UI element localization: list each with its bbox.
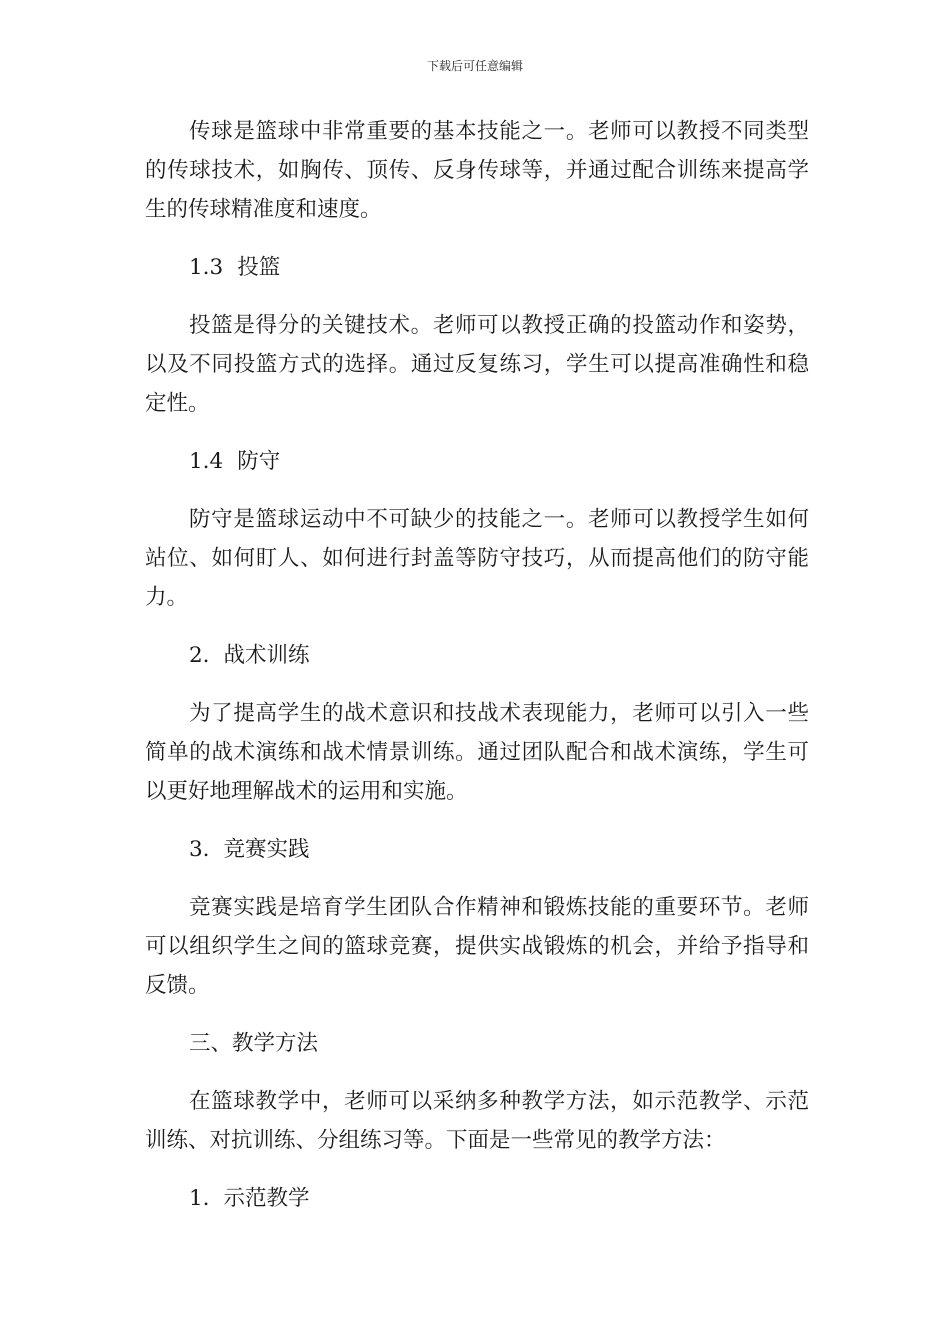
paragraph-passing: 传球是篮球中非常重要的基本技能之一。老师可以教授不同类型的传球技术，如胸传、顶传、反身传球等，并通过配合训练来提高学生的传球精准度和速度。	[145, 119, 809, 222]
section-heading-competition	[145, 830, 809, 869]
section-heading-demonstration	[145, 1179, 809, 1218]
section-title: 投篮	[237, 255, 281, 280]
section-title: 三、教学方法	[189, 1031, 319, 1056]
paragraph-defense: 防守是篮球运动中不可缺少的技能之一。老师可以教授学生如何站位、如何盯人、如何进行封盖等防守技巧，从而提高他们的防守能力。	[145, 507, 809, 610]
section-title: 竞赛实践	[223, 837, 310, 862]
section-heading-teaching-methods	[145, 1024, 809, 1063]
paragraph-teaching-methods: 在篮球教学中，老师可以采纳多种教学方法，如示范教学、示范训练、对抗训练、分组练习等。下面是一些常见的教学方法：	[145, 1089, 809, 1153]
section-number: 1.4	[189, 449, 224, 474]
section-title: 示范教学	[223, 1186, 310, 1211]
paragraph-tactics: 为了提高学生的战术意识和技战术表现能力，老师可以引入一些简单的战术演练和战术情景训练。通过团队配合和战术演练，学生可以更好地理解战术的运用和实施。	[145, 701, 809, 804]
section-heading-tactics	[145, 636, 809, 675]
document-body	[145, 112, 809, 1237]
section-heading-shooting	[145, 248, 809, 287]
paragraph-shooting: 投篮是得分的关键技术。老师可以教授正确的投篮动作和姿势，以及不同投篮方式的选择。通过反复练习，学生可以提高准确性和稳定性。	[145, 313, 809, 416]
section-number: 1.	[189, 1186, 210, 1211]
section-title: 防守	[237, 449, 281, 474]
page-header-watermark: 下载后可任意编辑	[426, 59, 523, 73]
paragraph-competition: 竞赛实践是培育学生团队合作精神和锻炼技能的重要环节。老师可以组织学生之间的篮球竞赛，提供实战锻炼的机会，并给予指导和反馈。	[145, 895, 809, 998]
section-heading-defense	[145, 442, 809, 481]
section-number: 2.	[189, 643, 210, 668]
section-number: 3.	[189, 837, 210, 862]
section-title: 战术训练	[223, 643, 310, 668]
section-number: 1.3	[189, 255, 224, 280]
